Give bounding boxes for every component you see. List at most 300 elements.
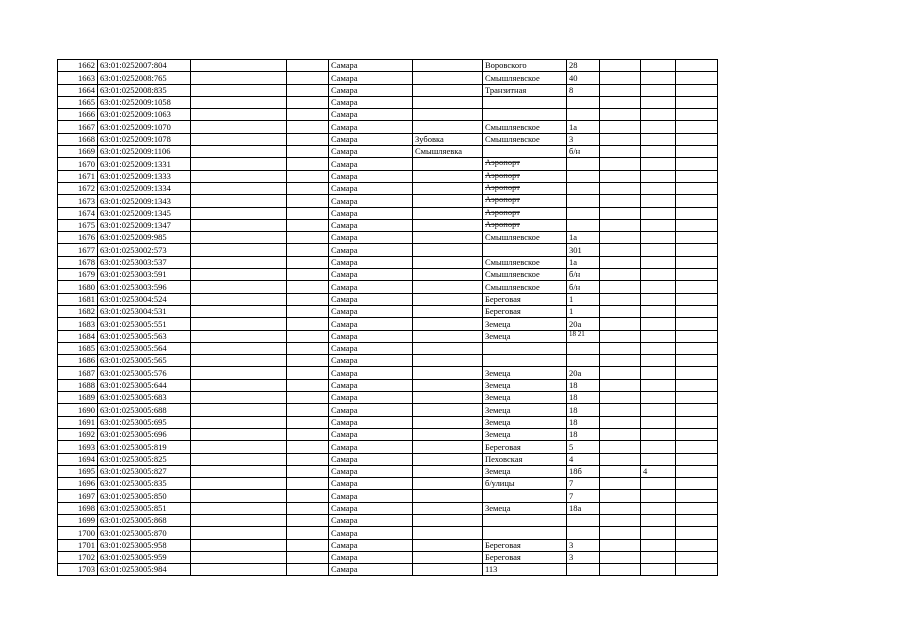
apartment-cell [641, 195, 676, 207]
city-cell: Самара [329, 133, 413, 145]
empty-cell [191, 170, 287, 182]
empty-cell [600, 121, 641, 133]
district-cell [413, 269, 483, 281]
apartment-cell [641, 318, 676, 330]
empty-cell [191, 109, 287, 121]
empty-cell [287, 379, 329, 391]
empty-cell [600, 367, 641, 379]
apartment-cell [641, 379, 676, 391]
house-cell: б/н [567, 281, 600, 293]
apartment-cell: 4 [641, 465, 676, 477]
apartment-cell [641, 269, 676, 281]
empty-cell [600, 256, 641, 268]
apartment-cell [641, 330, 676, 342]
table-row [58, 441, 718, 453]
district-cell [413, 158, 483, 170]
district-cell [413, 465, 483, 477]
empty-cell [676, 539, 718, 551]
empty-cell [600, 416, 641, 428]
cadastral-number-cell: 63:01:0253003:596 [98, 281, 191, 293]
empty-cell [600, 170, 641, 182]
street-cell [483, 355, 567, 367]
house-cell [567, 219, 600, 231]
city-cell: Самара [329, 60, 413, 72]
empty-cell [191, 244, 287, 256]
table-row [58, 330, 718, 342]
house-cell: 4 [567, 453, 600, 465]
empty-cell [600, 146, 641, 158]
empty-cell [676, 551, 718, 563]
street-cell: Береговая [483, 539, 567, 551]
district-cell [413, 441, 483, 453]
row-number-cell: 1683 [58, 318, 98, 330]
table-row [58, 170, 718, 182]
empty-cell [191, 182, 287, 194]
empty-cell [600, 502, 641, 514]
empty-cell [600, 207, 641, 219]
empty-cell [191, 367, 287, 379]
table-row [58, 195, 718, 207]
empty-cell [676, 490, 718, 502]
house-cell [567, 207, 600, 219]
cadastral-number-cell: 63:01:0253005:688 [98, 404, 191, 416]
house-cell [567, 182, 600, 194]
empty-cell [287, 416, 329, 428]
empty-cell [600, 330, 641, 342]
cadastral-number-cell: 63:01:0253005:850 [98, 490, 191, 502]
empty-cell [191, 416, 287, 428]
empty-cell [676, 367, 718, 379]
street-cell: Береговая [483, 551, 567, 563]
city-cell: Самара [329, 256, 413, 268]
empty-cell [287, 219, 329, 231]
empty-cell [600, 60, 641, 72]
empty-cell [191, 441, 287, 453]
table-row [58, 72, 718, 84]
empty-cell [287, 133, 329, 145]
empty-cell [287, 158, 329, 170]
empty-cell [600, 404, 641, 416]
empty-cell [191, 232, 287, 244]
empty-cell [676, 146, 718, 158]
street-cell: Аэропорт [483, 182, 567, 194]
house-cell: б/н [567, 146, 600, 158]
table-row [58, 182, 718, 194]
cadastral-number-cell: 63:01:0252009:1331 [98, 158, 191, 170]
empty-cell [600, 133, 641, 145]
apartment-cell [641, 72, 676, 84]
row-number-cell: 1678 [58, 256, 98, 268]
house-cell: 3 [567, 539, 600, 551]
row-number-cell: 1688 [58, 379, 98, 391]
house-cell: 18 21 [567, 330, 600, 342]
city-cell: Самара [329, 564, 413, 576]
empty-cell [287, 330, 329, 342]
table-row [58, 502, 718, 514]
empty-cell [287, 96, 329, 108]
table-row [58, 564, 718, 576]
row-number-cell: 1696 [58, 478, 98, 490]
apartment-cell [641, 256, 676, 268]
empty-cell [191, 318, 287, 330]
apartment-cell [641, 367, 676, 379]
empty-cell [676, 109, 718, 121]
empty-cell [191, 195, 287, 207]
cadastral-number-cell: 63:01:0253005:644 [98, 379, 191, 391]
empty-cell [287, 84, 329, 96]
table-row [58, 490, 718, 502]
house-cell [567, 342, 600, 354]
empty-cell [600, 441, 641, 453]
cadastral-number-cell: 63:01:0253005:683 [98, 392, 191, 404]
empty-cell [191, 330, 287, 342]
house-cell: 3 [567, 133, 600, 145]
apartment-cell [641, 539, 676, 551]
cadastral-number-cell: 63:01:0253005:959 [98, 551, 191, 563]
row-number-cell: 1686 [58, 355, 98, 367]
empty-cell [600, 514, 641, 526]
empty-cell [600, 392, 641, 404]
district-cell: Смышляевка [413, 146, 483, 158]
house-cell: 1 [567, 293, 600, 305]
district-cell [413, 256, 483, 268]
empty-cell [287, 195, 329, 207]
cadastral-number-cell: 63:01:0252009:1106 [98, 146, 191, 158]
empty-cell [287, 465, 329, 477]
apartment-cell [641, 551, 676, 563]
district-cell [413, 502, 483, 514]
house-cell: 1 [567, 305, 600, 317]
cadastral-number-cell: 63:01:0252009:1345 [98, 207, 191, 219]
empty-cell [287, 453, 329, 465]
house-cell: 7 [567, 478, 600, 490]
cadastral-number-cell: 63:01:0253005:551 [98, 318, 191, 330]
empty-cell [600, 527, 641, 539]
district-cell [413, 170, 483, 182]
street-cell: Земеца [483, 428, 567, 440]
empty-cell [191, 490, 287, 502]
apartment-cell [641, 502, 676, 514]
empty-cell [191, 478, 287, 490]
row-number-cell: 1681 [58, 293, 98, 305]
street-cell: Аэропорт [483, 170, 567, 182]
district-cell [413, 514, 483, 526]
district-cell [413, 305, 483, 317]
cadastral-number-cell: 63:01:0253005:565 [98, 355, 191, 367]
district-cell [413, 207, 483, 219]
apartment-cell [641, 392, 676, 404]
city-cell: Самара [329, 121, 413, 133]
row-number-cell: 1699 [58, 514, 98, 526]
empty-cell [676, 158, 718, 170]
cadastral-number-cell: 63:01:0253005:835 [98, 478, 191, 490]
table-row [58, 219, 718, 231]
cadastral-number-cell: 63:01:0253005:984 [98, 564, 191, 576]
empty-cell [676, 392, 718, 404]
district-cell [413, 182, 483, 194]
table-row [58, 133, 718, 145]
table-row [58, 269, 718, 281]
cadastral-number-cell: 63:01:0253004:524 [98, 293, 191, 305]
city-cell: Самара [329, 367, 413, 379]
empty-cell [287, 318, 329, 330]
cadastral-number-cell: 63:01:0253005:695 [98, 416, 191, 428]
house-cell: 7 [567, 490, 600, 502]
empty-cell [287, 170, 329, 182]
district-cell [413, 281, 483, 293]
district-cell [413, 109, 483, 121]
empty-cell [676, 379, 718, 391]
row-number-cell: 1676 [58, 232, 98, 244]
empty-cell [600, 182, 641, 194]
house-cell: 18а [567, 502, 600, 514]
empty-cell [676, 269, 718, 281]
empty-cell [287, 367, 329, 379]
empty-cell [676, 305, 718, 317]
cadastral-number-cell: 63:01:0253005:696 [98, 428, 191, 440]
empty-cell [600, 72, 641, 84]
district-cell [413, 379, 483, 391]
empty-cell [676, 195, 718, 207]
empty-cell [676, 182, 718, 194]
table-row [58, 109, 718, 121]
table-row [58, 60, 718, 72]
empty-cell [191, 269, 287, 281]
street-cell: Земеца [483, 367, 567, 379]
city-cell: Самара [329, 281, 413, 293]
empty-cell [191, 281, 287, 293]
cadastral-number-cell: 63:01:0252008:765 [98, 72, 191, 84]
cadastral-number-cell: 63:01:0252009:1070 [98, 121, 191, 133]
empty-cell [600, 342, 641, 354]
house-cell: 18 [567, 404, 600, 416]
row-number-cell: 1697 [58, 490, 98, 502]
empty-cell [676, 281, 718, 293]
city-cell: Самара [329, 392, 413, 404]
row-number-cell: 1690 [58, 404, 98, 416]
row-number-cell: 1671 [58, 170, 98, 182]
city-cell: Самара [329, 441, 413, 453]
row-number-cell: 1703 [58, 564, 98, 576]
city-cell: Самара [329, 158, 413, 170]
row-number-cell: 1684 [58, 330, 98, 342]
table-row [58, 355, 718, 367]
empty-cell [676, 478, 718, 490]
street-cell: Земеца [483, 392, 567, 404]
street-cell: 113 [483, 564, 567, 576]
empty-cell [191, 465, 287, 477]
city-cell: Самара [329, 305, 413, 317]
cadastral-number-cell: 63:01:0253005:958 [98, 539, 191, 551]
empty-cell [287, 514, 329, 526]
city-cell: Самара [329, 502, 413, 514]
empty-cell [600, 551, 641, 563]
empty-cell [676, 96, 718, 108]
table-row [58, 305, 718, 317]
city-cell: Самара [329, 318, 413, 330]
city-cell: Самара [329, 232, 413, 244]
row-number-cell: 1701 [58, 539, 98, 551]
empty-cell [287, 256, 329, 268]
city-cell: Самара [329, 465, 413, 477]
table-row [58, 478, 718, 490]
empty-cell [676, 404, 718, 416]
street-cell: б/улицы [483, 478, 567, 490]
district-cell [413, 330, 483, 342]
city-cell: Самара [329, 490, 413, 502]
apartment-cell [641, 133, 676, 145]
table-row [58, 207, 718, 219]
row-number-cell: 1667 [58, 121, 98, 133]
district-cell [413, 404, 483, 416]
empty-cell [191, 514, 287, 526]
apartment-cell [641, 527, 676, 539]
cadastral-number-cell: 63:01:0252007:804 [98, 60, 191, 72]
table-row [58, 342, 718, 354]
district-cell [413, 428, 483, 440]
apartment-cell [641, 146, 676, 158]
empty-cell [287, 441, 329, 453]
apartment-cell [641, 219, 676, 231]
apartment-cell [641, 355, 676, 367]
empty-cell [191, 551, 287, 563]
empty-cell [287, 539, 329, 551]
city-cell: Самара [329, 404, 413, 416]
empty-cell [191, 404, 287, 416]
empty-cell [191, 158, 287, 170]
empty-cell [676, 465, 718, 477]
street-cell: Земеца [483, 379, 567, 391]
empty-cell [600, 281, 641, 293]
table-row [58, 465, 718, 477]
cadastral-number-cell: 63:01:0252009:1063 [98, 109, 191, 121]
empty-cell [600, 305, 641, 317]
table-row [58, 539, 718, 551]
house-cell: 8 [567, 84, 600, 96]
empty-cell [191, 133, 287, 145]
empty-cell [676, 121, 718, 133]
cadastral-number-cell: 63:01:0253005:827 [98, 465, 191, 477]
cadastral-number-cell: 63:01:0252009:1347 [98, 219, 191, 231]
empty-cell [287, 281, 329, 293]
empty-cell [191, 428, 287, 440]
row-number-cell: 1679 [58, 269, 98, 281]
house-cell [567, 355, 600, 367]
empty-cell [191, 60, 287, 72]
empty-cell [600, 269, 641, 281]
street-cell: Смышляевское [483, 269, 567, 281]
cadastral-number-cell: 63:01:0253005:870 [98, 527, 191, 539]
street-cell: Аэропорт [483, 207, 567, 219]
cadastral-table [57, 59, 718, 576]
empty-cell [600, 318, 641, 330]
table-row [58, 293, 718, 305]
empty-cell [287, 527, 329, 539]
table-row [58, 84, 718, 96]
apartment-cell [641, 121, 676, 133]
empty-cell [600, 355, 641, 367]
district-cell [413, 392, 483, 404]
street-cell [483, 514, 567, 526]
street-cell: Земеца [483, 330, 567, 342]
street-cell [483, 146, 567, 158]
cadastral-number-cell: 63:01:0252009:1058 [98, 96, 191, 108]
house-cell: 28 [567, 60, 600, 72]
empty-cell [287, 428, 329, 440]
house-cell: 3 [567, 551, 600, 563]
empty-cell [676, 170, 718, 182]
row-number-cell: 1685 [58, 342, 98, 354]
apartment-cell [641, 109, 676, 121]
apartment-cell [641, 453, 676, 465]
cadastral-number-cell: 63:01:0253005:868 [98, 514, 191, 526]
district-cell [413, 564, 483, 576]
empty-cell [287, 232, 329, 244]
empty-cell [676, 564, 718, 576]
district-cell [413, 527, 483, 539]
empty-cell [676, 355, 718, 367]
empty-cell [287, 182, 329, 194]
city-cell: Самара [329, 342, 413, 354]
table-row [58, 244, 718, 256]
empty-cell [676, 133, 718, 145]
empty-cell [600, 84, 641, 96]
house-cell: 301 [567, 244, 600, 256]
city-cell: Самара [329, 527, 413, 539]
empty-cell [191, 305, 287, 317]
house-cell: 20а [567, 318, 600, 330]
house-cell: 40 [567, 72, 600, 84]
city-cell: Самара [329, 170, 413, 182]
row-number-cell: 1662 [58, 60, 98, 72]
row-number-cell: 1663 [58, 72, 98, 84]
empty-cell [600, 232, 641, 244]
city-cell: Самара [329, 330, 413, 342]
house-cell [567, 514, 600, 526]
city-cell: Самара [329, 219, 413, 231]
street-cell [483, 96, 567, 108]
cadastral-number-cell: 63:01:0253002:573 [98, 244, 191, 256]
empty-cell [600, 109, 641, 121]
district-cell [413, 121, 483, 133]
row-number-cell: 1680 [58, 281, 98, 293]
cadastral-number-cell: 63:01:0252009:1334 [98, 182, 191, 194]
empty-cell [287, 551, 329, 563]
empty-cell [191, 355, 287, 367]
apartment-cell [641, 441, 676, 453]
city-cell: Самара [329, 355, 413, 367]
empty-cell [600, 158, 641, 170]
city-cell: Самара [329, 293, 413, 305]
street-cell: Земеца [483, 318, 567, 330]
table-row [58, 416, 718, 428]
row-number-cell: 1672 [58, 182, 98, 194]
house-cell: 18 [567, 416, 600, 428]
house-cell: 18 [567, 392, 600, 404]
street-cell: Воровского [483, 60, 567, 72]
empty-cell [287, 404, 329, 416]
street-cell [483, 342, 567, 354]
empty-cell [287, 392, 329, 404]
empty-cell [676, 502, 718, 514]
row-number-cell: 1698 [58, 502, 98, 514]
house-cell: 18 [567, 428, 600, 440]
cadastral-number-cell: 63:01:0253003:537 [98, 256, 191, 268]
street-cell: Береговая [483, 305, 567, 317]
table-body [58, 60, 718, 576]
empty-cell [191, 146, 287, 158]
street-cell: Смышляевское [483, 281, 567, 293]
